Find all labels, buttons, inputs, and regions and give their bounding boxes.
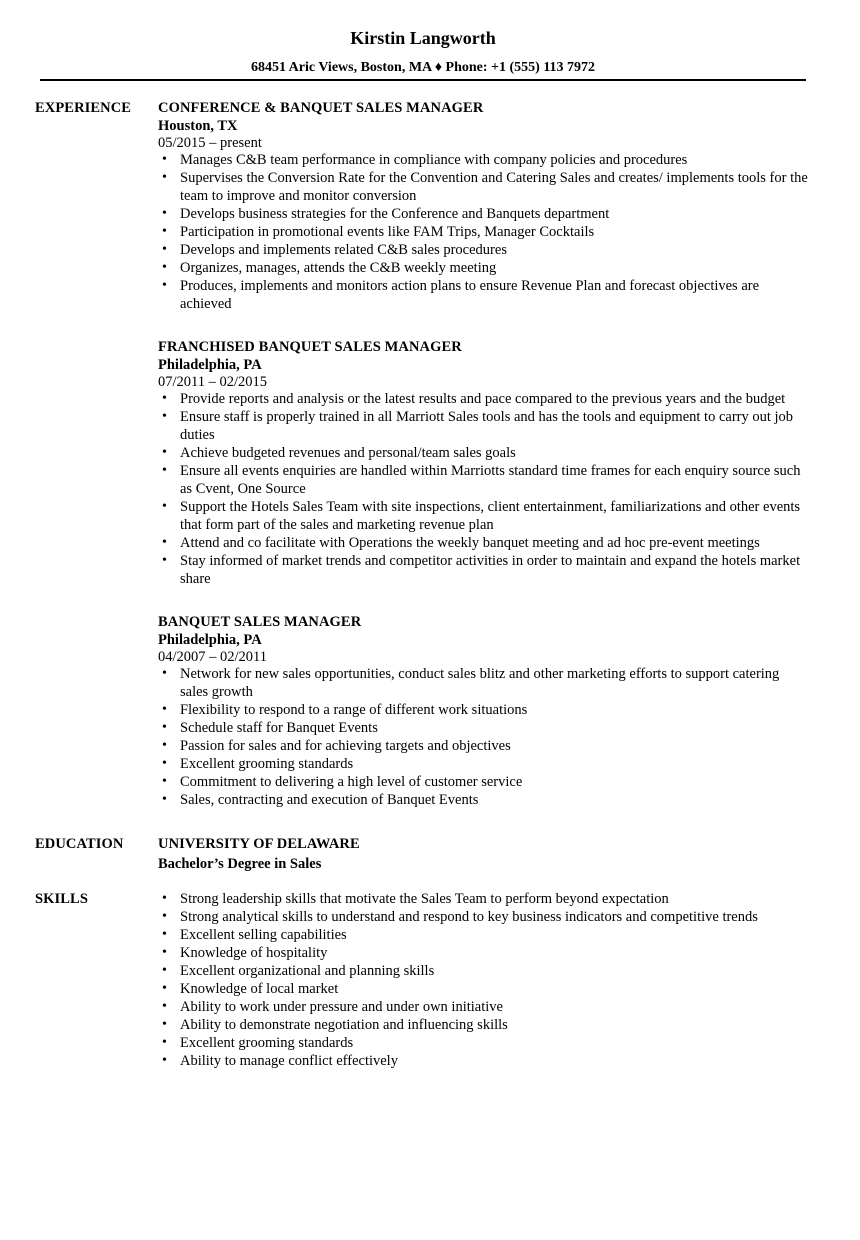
experience-content <box>158 99 808 834</box>
skills-list <box>158 890 808 1070</box>
bullet-item: • Schedule staff for Banquet Events <box>158 719 808 737</box>
job-location: Philadelphia, PA <box>158 357 262 373</box>
bullet-item: • Achieve budgeted revenues and personal/team sales goals <box>158 444 808 462</box>
job-entry <box>158 613 808 809</box>
job-bullets <box>158 151 808 313</box>
job-location: Houston, TX <box>158 118 238 134</box>
bullet-item: • Participation in promotional events like FAM Trips, Manager Cocktails <box>158 223 808 241</box>
skills-heading: SKILLS <box>35 891 88 907</box>
degree: Bachelor’s Degree in Sales <box>158 856 322 872</box>
skill-item: • Excellent selling capabilities <box>158 926 808 944</box>
job-bullets <box>158 390 808 588</box>
bullet-item: • Commitment to delivering a high level of customer service <box>158 773 808 791</box>
bullet-item: • Develops business strategies for the Conference and Banquets department <box>158 205 808 223</box>
job-dates: 07/2011 – 02/2015 <box>158 374 268 390</box>
skill-item: • Ability to manage conflict effectively <box>158 1052 808 1070</box>
skill-item: • Excellent grooming standards <box>158 1034 808 1052</box>
experience-heading: EXPERIENCE <box>35 100 132 116</box>
skill-item: • Strong analytical skills to understand and respond to key business indicators and competitive trends <box>158 908 808 926</box>
skill-item: • Ability to demonstrate negotiation and influencing skills <box>158 1016 808 1034</box>
job-entry <box>158 99 808 313</box>
skills-content <box>158 890 808 1070</box>
bullet-item: • Excellent grooming standards <box>158 755 808 773</box>
contact-line: 68451 Aric Views, Boston, MA ♦ Phone: +1 (555) 113 7972 <box>250 60 596 75</box>
bullet-item: • Supervises the Conversion Rate for the Convention and Catering Sales and creates/ implements tools for the team to improve and monitor conversion <box>158 169 808 205</box>
skill-item: • Knowledge of local market <box>158 980 808 998</box>
job-location: Philadelphia, PA <box>158 632 262 648</box>
skill-item: • Excellent organizational and planning skills <box>158 962 808 980</box>
education-heading: EDUCATION <box>35 836 124 852</box>
bullet-item: • Organizes, manages, attends the C&B weekly meeting <box>158 259 808 277</box>
bullet-item: • Produces, implements and monitors action plans to ensure Revenue Plan and forecast objectives are achieved <box>158 277 808 313</box>
bullet-item: • Provide reports and analysis or the latest results and pace compared to the previous years and the budget <box>158 390 808 408</box>
school-name: UNIVERSITY OF DELAWARE <box>158 836 360 852</box>
job-dates: 04/2007 – 02/2011 <box>158 649 268 665</box>
bullet-item: • Sales, contracting and execution of Banquet Events <box>158 791 808 809</box>
bullet-item: • Flexibility to respond to a range of different work situations <box>158 701 808 719</box>
job-dates: 05/2015 – present <box>158 135 262 151</box>
job-bullets <box>158 665 808 809</box>
job-title: FRANCHISED BANQUET SALES MANAGER <box>158 339 462 355</box>
job-title: CONFERENCE & BANQUET SALES MANAGER <box>158 100 484 116</box>
bullet-item: • Attend and co facilitate with Operations the weekly banquet meeting and ad hoc pre-event meetings <box>158 534 808 552</box>
bullet-item: • Support the Hotels Sales Team with site inspections, client entertainment, familiarizations and other events that form part of the sales and marketing revenue plan <box>158 498 808 534</box>
bullet-item: • Manages C&B team performance in compliance with company policies and procedures <box>158 151 808 169</box>
bullet-item: • Network for new sales opportunities, conduct sales blitz and other marketing efforts to support catering sales growth <box>158 665 808 701</box>
skill-item: • Knowledge of hospitality <box>158 944 808 962</box>
bullet-item: • Ensure all events enquiries are handled within Marriotts standard time frames for each enquiry source such as Cvent, One Source <box>158 462 808 498</box>
education-content <box>158 835 808 873</box>
bullet-item: • Stay informed of market trends and competitor activities in order to maintain and expand the hotels market share <box>158 552 808 588</box>
job-entry <box>158 338 808 588</box>
skill-item: • Ability to work under pressure and under own initiative <box>158 998 808 1016</box>
bullet-item: • Develops and implements related C&B sales procedures <box>158 241 808 259</box>
job-title: BANQUET SALES MANAGER <box>158 614 362 630</box>
bullet-item: • Ensure staff is properly trained in all Marriott Sales tools and has the tools and equipment to carry out job duties <box>158 408 808 444</box>
candidate-name: Kirstin Langworth <box>350 28 496 48</box>
skill-item: • Strong leadership skills that motivate the Sales Team to perform beyond expectation <box>158 890 808 908</box>
resume-header <box>40 0 806 81</box>
bullet-item: • Passion for sales and for achieving targets and objectives <box>158 737 808 755</box>
